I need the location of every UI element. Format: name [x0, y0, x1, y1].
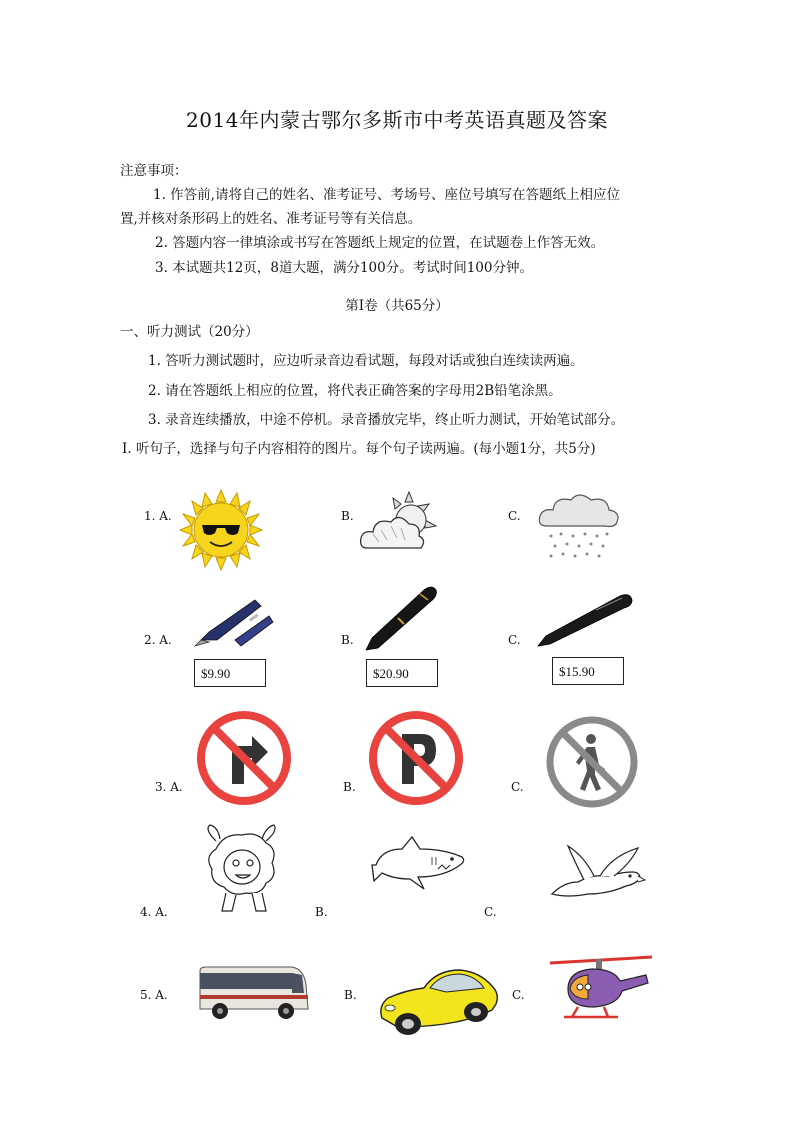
section-1-rule-1: 1. 答听力测试题时，应边听录音边看试题，每段对话或独白连续读两遍。 [148, 353, 584, 369]
no-pedestrians-sign-icon [545, 715, 639, 809]
notice-item-1-line-2: 置,并核对条形码上的姓名、准考证号等有关信息。 [120, 211, 422, 227]
shark-icon [372, 835, 470, 893]
car-icon [376, 962, 500, 1038]
section-1-rule-2: 2. 请在答题纸上相应的位置，将代表正确答案的字母用2B铅笔涂黑。 [148, 383, 562, 399]
part-1-instruction: Ⅰ. 听句子，选择与句子内容相符的图片。每个句子读两遍。(每小题1分，共5分) [122, 441, 596, 457]
q2-option-b-label: B. [341, 633, 354, 647]
q2-price-b: $20.90 [366, 659, 438, 687]
section-1-rule-3: 3. 录音连续播放，中途不停机。录音播放完毕，终止听力测试，开始笔试部分。 [148, 412, 625, 428]
notice-item-1-line-1: 1. 作答前,请将自己的姓名、准考证号、考场号、座位号填写在答题纸上相应位 [153, 187, 620, 203]
q5-option-b-label: B. [344, 988, 357, 1002]
section-1-heading: 一、听力测试（20分） [120, 324, 259, 340]
helicopter-icon [548, 955, 652, 1021]
ballpoint-pen-icon [536, 592, 634, 650]
q2-option-c-label: C. [508, 633, 521, 647]
rain-cloud-icon [537, 488, 621, 568]
bird-icon [548, 842, 646, 900]
document-title: 2014年内蒙古鄂尔多斯市中考英语真题及答案 [186, 108, 608, 132]
no-parking-sign-icon [368, 710, 464, 806]
sheep-cartoon-icon [196, 825, 288, 917]
notice-item-3: 3. 本试题共12页，8道大题，满分100分。考试时间100分钟。 [155, 260, 533, 276]
q2-option-a-label: 2. A. [144, 633, 172, 647]
q1-option-b-label: B. [341, 509, 354, 523]
cloudy-sun-icon [357, 490, 437, 560]
q4-option-a-label: 4. A. [140, 905, 168, 919]
q1-option-a-label: 1. A. [144, 509, 172, 523]
q2-price-c: $15.90 [552, 657, 624, 685]
q1-option-c-label: C. [508, 509, 521, 523]
q3-option-a-label: 3. A. [155, 780, 183, 794]
notice-heading: 注意事项： [120, 163, 188, 179]
q3-option-b-label: B. [343, 780, 356, 794]
q4-option-c-label: C. [484, 905, 497, 919]
volume-title: 第Ⅰ卷（共65分） [345, 298, 449, 314]
q2-price-a: $9.90 [194, 659, 266, 687]
q5-option-a-label: 5. A. [140, 988, 168, 1002]
bus-icon [196, 965, 310, 1021]
q3-option-c-label: C. [511, 780, 524, 794]
notice-item-2: 2. 答题内容一律填涂或书写在答题纸上规定的位置，在试题卷上作答无效。 [155, 235, 605, 251]
q4-option-b-label: B. [315, 905, 328, 919]
fountain-pen-icon [195, 588, 275, 648]
sunny-sun-icon [180, 490, 262, 570]
black-pen-icon [362, 582, 440, 654]
no-right-turn-sign-icon [196, 710, 292, 806]
q5-option-c-label: C. [512, 988, 525, 1002]
